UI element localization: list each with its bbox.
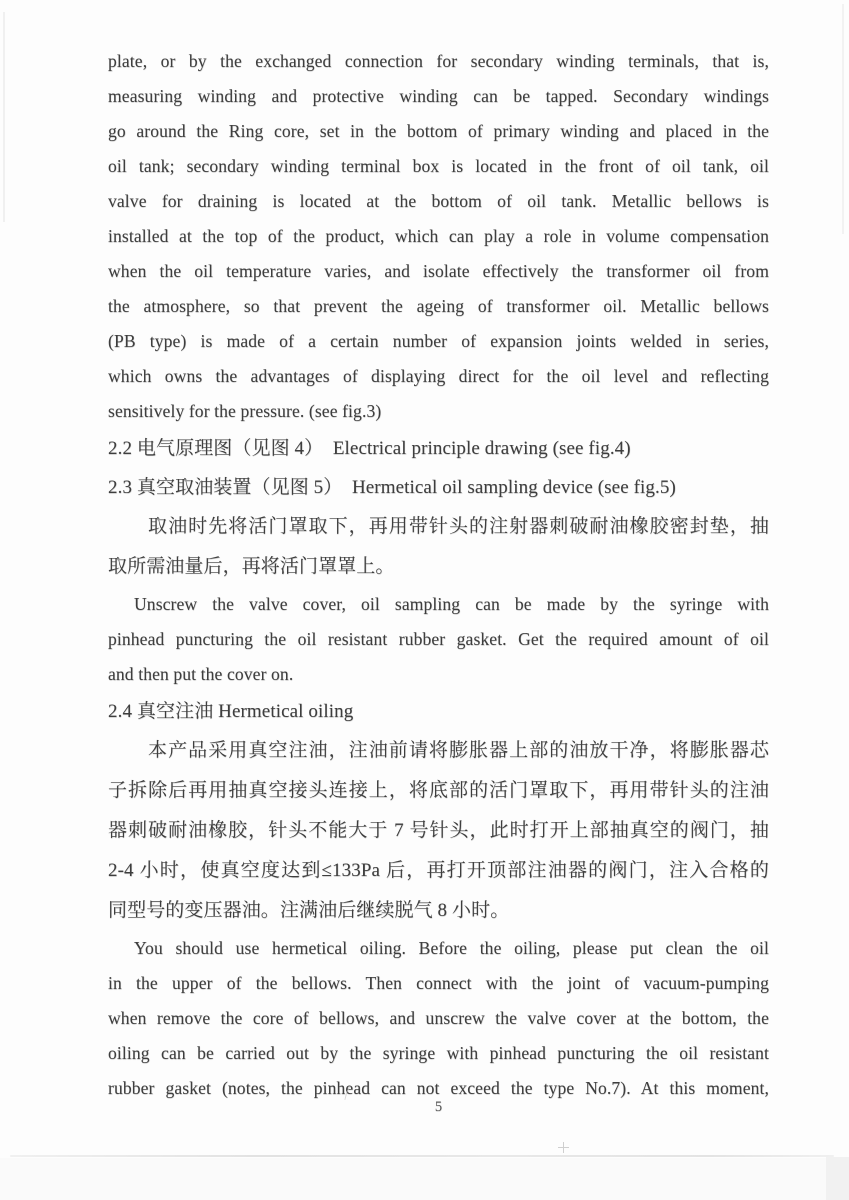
text-line: 取所需油量后，再将活门罩罩上。: [108, 556, 395, 577]
text-line: installed at the top of the product, which can play a role in volume compensation: [108, 226, 769, 246]
text-line: 2.3 真空取油装置（见图 5） Hermetical oil sampling device (see fig.5): [108, 477, 676, 498]
text-line: 2-4 小时，使真空度达到≤133Pa 后，再打开顶部注油器的阀门，注入合格的: [108, 860, 769, 881]
text-line: and then put the cover on.: [108, 664, 294, 684]
text-line: 2.4 真空注油 Hermetical oiling: [108, 701, 354, 722]
text-line: which owns the advantages of displaying direct for the oil level and reflecting: [108, 366, 769, 386]
text-block: [108, 44, 769, 1106]
bottom-right-shade: [826, 1157, 849, 1200]
text-line: You should use hermetical oiling. Before the oiling, please put clean the oil: [134, 938, 769, 958]
text-line: rubber gasket (notes, the pinhead can not exceed the type No.7). At this moment,: [108, 1078, 769, 1098]
text-line: 器刺破耐油橡胶，针头不能大于 7 号针头，此时打开上部抽真空的阀门，抽: [108, 820, 769, 841]
scan-edge-right-artifact: [842, 4, 844, 234]
text-line: (PB type) is made of a certain number of expansion joints welded in series,: [108, 331, 769, 351]
text-line: measuring winding and protective winding can be tapped. Secondary windings: [108, 86, 769, 106]
text-line: 取油时先将活门罩取下，再用带针头的注射器刺破耐油橡胶密封垫，抽: [148, 516, 769, 537]
text-line: in the upper of the bellows. Then connect with the joint of vacuum-pumping: [108, 973, 769, 993]
text-line: when the oil temperature varies, and isolate effectively the transformer oil from: [108, 261, 769, 281]
scan-bottom-band: [0, 1158, 849, 1200]
registration-cross-mark: [558, 1142, 569, 1153]
text-line: the atmosphere, so that prevent the ageing of transformer oil. Metallic bellows: [108, 296, 769, 316]
text-line: sensitively for the pressure. (see fig.3): [108, 401, 382, 421]
text-line: oiling can be carried out by the syringe with pinhead puncturing the oil resistant: [108, 1043, 769, 1063]
text-line: plate, or by the exchanged connection for secondary winding terminals, that is,: [108, 51, 769, 71]
text-line: oil tank; secondary winding terminal box is located in the front of oil tank, oil: [108, 156, 769, 176]
text-line: 2.2 电气原理图（见图 4） Electrical principle drawing (see fig.4): [108, 438, 631, 459]
text-line: 本产品采用真空注油，注油前请将膨胀器上部的油放干净，将膨胀器芯: [148, 740, 769, 761]
page-number: 5: [434, 1099, 443, 1115]
text-line: 子拆除后再用抽真空接头连接上，将底部的活门罩取下，再用带针头的注油: [108, 780, 769, 801]
text-line: when remove the core of bellows, and unscrew the valve cover at the bottom, the: [108, 1008, 769, 1028]
text-line: valve for draining is located at the bottom of oil tank. Metallic bellows is: [108, 191, 769, 211]
page-bottom-edge-line: [10, 1155, 834, 1157]
text-line: pinhead puncturing the oil resistant rubber gasket. Get the required amount of oil: [108, 629, 769, 649]
scan-edge-left-artifact: [3, 12, 5, 222]
text-line: Unscrew the valve cover, oil sampling can be made by the syringe with: [134, 594, 769, 614]
text-line: 同型号的变压器油。注满油后继续脱气 8 小时。: [108, 900, 510, 921]
text-line: go around the Ring core, set in the bottom of primary winding and placed in the: [108, 121, 769, 141]
